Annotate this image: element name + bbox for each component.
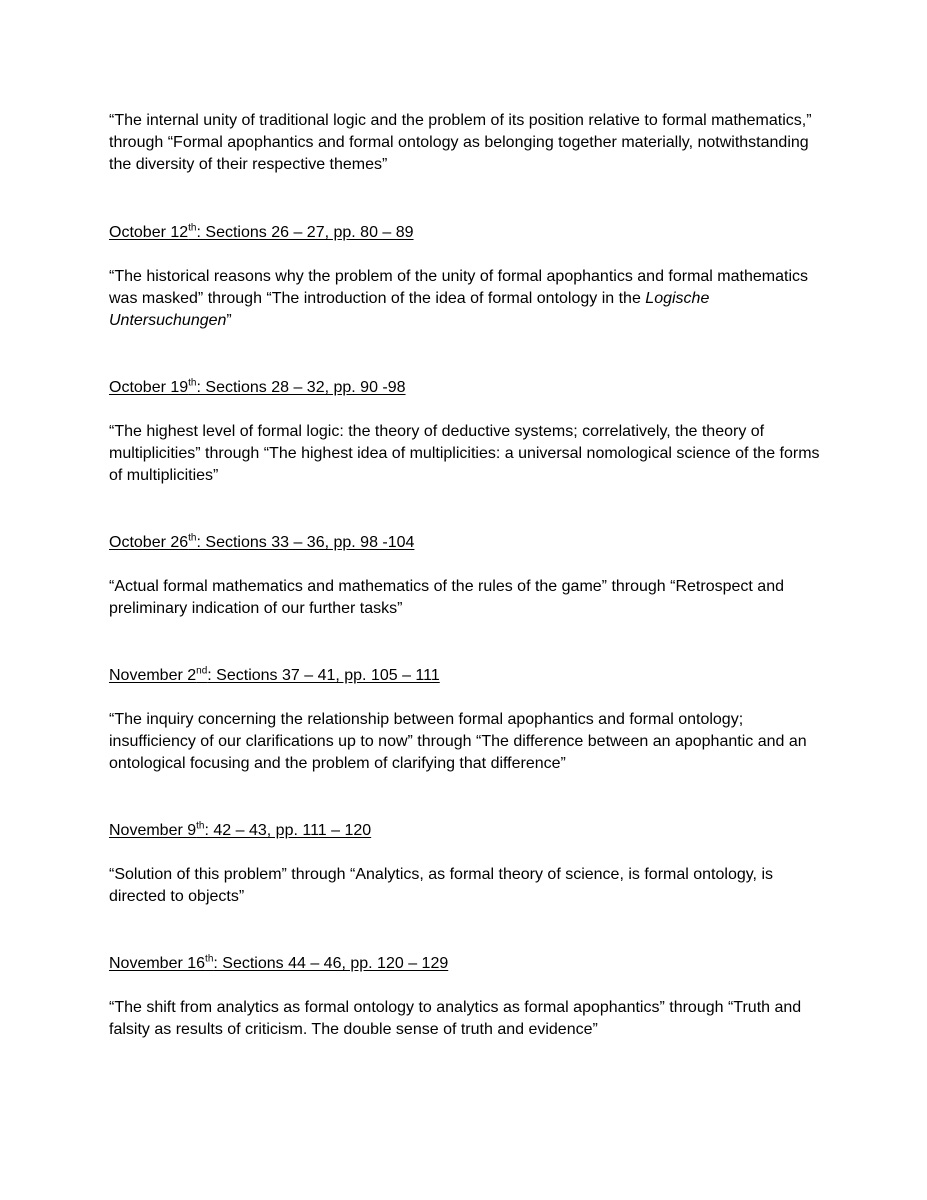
session-description-nov-2: “The inquiry concerning the relationship between formal apophantics and formal ontology; insufficiency of our clarifications up to now” through “The difference between an apophantic and an ontological focusing and the problem of clarifying that difference” — [109, 711, 807, 772]
heading-sections: : Sections 44 – 46, pp. 120 – 129 — [213, 955, 449, 972]
heading-ordinal: th — [205, 953, 214, 965]
heading-sections: : Sections 33 – 36, pp. 98 -104 — [196, 534, 415, 551]
session-description-nov-16: “The shift from analytics as formal ontology to analytics as formal apophantics” through “Truth and falsity as results of criticism. The double sense of truth and evidence” — [109, 999, 802, 1038]
heading-ordinal: th — [196, 820, 205, 832]
heading-date: November 9 — [109, 822, 197, 839]
session-heading-oct-26 — [109, 532, 821, 554]
heading-sections: : Sections 37 – 41, pp. 105 – 111 — [207, 667, 440, 684]
heading-ordinal: nd — [196, 665, 208, 677]
session-description-oct-12 — [109, 266, 821, 332]
heading-ordinal: th — [188, 532, 197, 544]
heading-ordinal: th — [188, 222, 197, 234]
session-heading-oct-19 — [109, 377, 821, 399]
heading-sections: : Sections 26 – 27, pp. 80 – 89 — [196, 224, 414, 241]
session-heading-nov-2 — [109, 665, 821, 687]
heading-date: October 19 — [109, 379, 189, 396]
session-heading-nov-16 — [109, 953, 821, 975]
session-heading-nov-9 — [109, 820, 821, 842]
session-description-nov-9: “Solution of this problem” through “Analytics, as formal theory of science, is formal ontology, is directed to objects” — [109, 866, 773, 905]
heading-date: October 26 — [109, 534, 189, 551]
heading-sections: : Sections 28 – 32, pp. 90 -98 — [196, 379, 406, 396]
session-description-oct-19: “The highest level of formal logic: the theory of deductive systems; correlatively, the theory of multiplicities” through “The highest idea of multiplicities: a universal nomological science of the forms of multiplicities” — [109, 423, 820, 484]
intro-paragraph: “The internal unity of traditional logic and the problem of its position relative to formal mathematics,” through “Formal apophantics and formal ontology as belonging together materially, notwithstanding the diversity of their respective themes” — [109, 112, 812, 173]
session-description-oct-26: “Actual formal mathematics and mathematics of the rules of the game” through “Retrospect and preliminary indication of our further tasks” — [109, 578, 784, 617]
description-text: “The historical reasons why the problem of the unity of formal apophantics and formal mathematics was masked” through “The introduction of the idea of formal ontology in the — [109, 268, 808, 307]
heading-date: November 2 — [109, 667, 197, 684]
heading-ordinal: th — [188, 377, 197, 389]
description-closing-quote: ” — [226, 312, 232, 329]
heading-date: November 16 — [109, 955, 206, 972]
session-heading-oct-12 — [109, 222, 821, 244]
heading-date: October 12 — [109, 224, 189, 241]
description-italic-title: Logische Untersuchungen — [109, 290, 710, 329]
heading-sections: : 42 – 43, pp. 111 – 120 — [204, 822, 372, 839]
